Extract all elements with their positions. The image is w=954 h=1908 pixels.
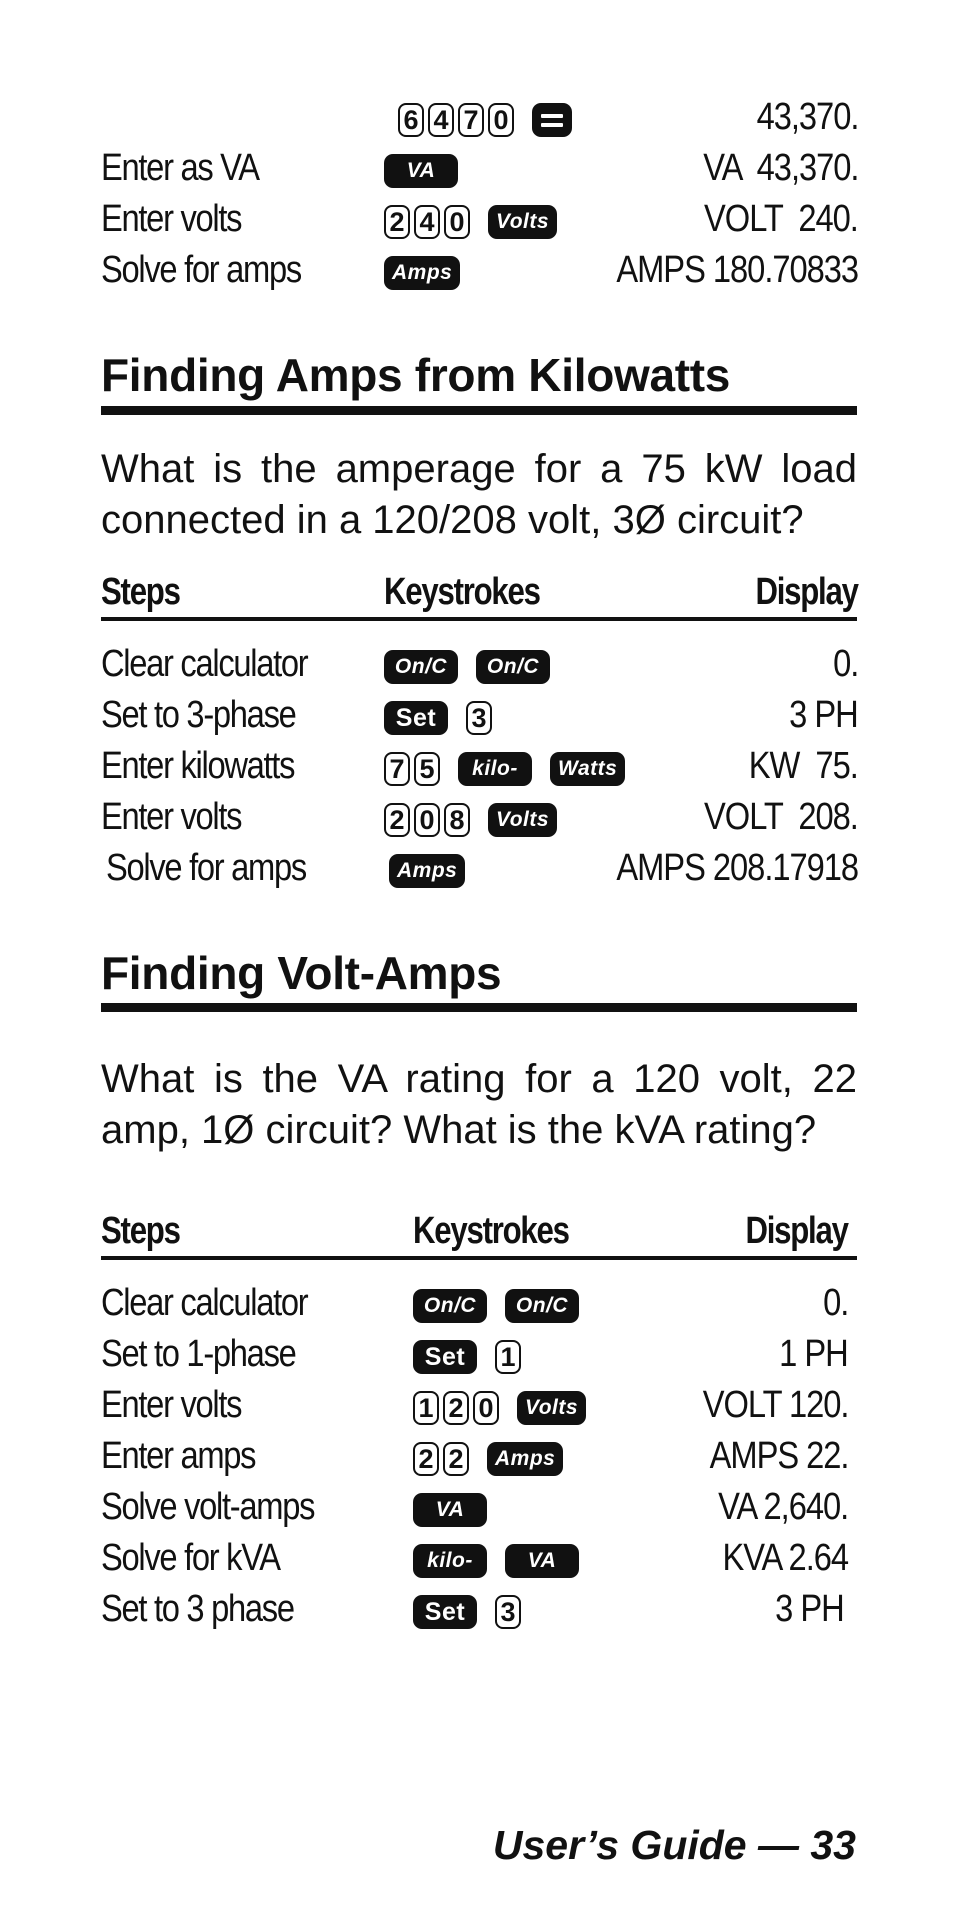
display-value: AMPS 22. — [709, 1435, 848, 1477]
key-0: 0 — [444, 205, 470, 239]
kilo-key: kilo- — [413, 1544, 487, 1578]
keystrokes — [384, 803, 557, 837]
key-0: 0 — [488, 103, 514, 137]
step-label: Enter kilowatts — [101, 745, 295, 787]
key-0: 0 — [473, 1391, 499, 1425]
step-label: Solve for kVA — [101, 1537, 280, 1579]
key-7: 7 — [458, 103, 484, 137]
va-key: VA — [413, 1493, 487, 1527]
key-0: 0 — [414, 803, 440, 837]
page-footer: User’s Guide — 33 — [492, 1822, 856, 1868]
question-text: What is the VA rating for a 120 volt, 22 amp, 1Ø circuit? What is the kVA rating? — [101, 1057, 857, 1152]
keystrokes — [384, 701, 492, 735]
display-value: AMPS 208.17918 — [616, 847, 858, 889]
key-3: 3 — [466, 701, 492, 735]
on-clear-key: On/C — [505, 1289, 579, 1323]
key-1: 1 — [413, 1391, 439, 1425]
step-label: Enter volts — [101, 198, 242, 240]
display-value: 0. — [832, 643, 858, 685]
amps-key: Amps — [384, 256, 460, 290]
step-label: Solve for amps — [101, 249, 301, 291]
section-title: Finding Amps from Kilowatts — [101, 349, 731, 401]
set-key: Set — [413, 1340, 477, 1374]
key-8: 8 — [444, 803, 470, 837]
header-steps: Steps — [101, 571, 180, 613]
section-rule — [101, 406, 857, 415]
on-clear-key: On/C — [384, 650, 458, 684]
volts-key: Volts — [488, 205, 557, 239]
keystrokes — [413, 1340, 521, 1374]
amps-key: Amps — [487, 1442, 563, 1476]
keystrokes — [413, 1493, 487, 1527]
keystrokes-6470-equals — [398, 103, 572, 137]
set-key: Set — [413, 1595, 477, 1629]
key-2: 2 — [443, 1442, 469, 1476]
keystrokes — [413, 1442, 563, 1476]
key-2: 2 — [413, 1442, 439, 1476]
display-value: 0. — [822, 1282, 848, 1324]
va-key: VA — [384, 154, 458, 188]
display-value: VOLT 208. — [704, 796, 858, 838]
keystrokes — [384, 154, 458, 188]
display-value: 1 PH — [779, 1333, 848, 1375]
step-label: Set to 3 phase — [101, 1588, 294, 1630]
key-7: 7 — [384, 752, 410, 786]
display-value: 3 PH — [775, 1588, 844, 1630]
amps-key: Amps — [389, 854, 465, 888]
step-label: Enter amps — [101, 1435, 256, 1477]
display-value: VOLT 240. — [704, 198, 858, 240]
keystrokes — [413, 1595, 521, 1629]
watts-key: Watts — [550, 752, 625, 786]
key-2: 2 — [443, 1391, 469, 1425]
step-label: Solve for amps — [106, 847, 306, 889]
header-steps: Steps — [101, 1210, 180, 1252]
key-6: 6 — [398, 103, 424, 137]
key-2: 2 — [384, 205, 410, 239]
keystrokes — [413, 1544, 579, 1578]
volts-key: Volts — [517, 1391, 586, 1425]
step-label: Set to 1-phase — [101, 1333, 296, 1375]
step-label: Enter volts — [101, 1384, 242, 1426]
equals-key-icon — [532, 103, 572, 137]
step-label: Solve volt-amps — [101, 1486, 315, 1528]
step-label: Set to 3-phase — [101, 694, 296, 736]
header-display: Display — [755, 571, 858, 613]
display-value: AMPS 180.70833 — [616, 249, 858, 291]
key-2: 2 — [384, 803, 410, 837]
table-header-rule — [101, 1256, 857, 1260]
keystrokes — [384, 752, 625, 786]
display-value: 3 PH — [789, 694, 858, 736]
keystrokes — [413, 1391, 586, 1425]
step-label: Enter as VA — [101, 147, 259, 189]
key-1: 1 — [495, 1340, 521, 1374]
keystrokes — [389, 854, 465, 888]
keystrokes — [384, 650, 550, 684]
header-display: Display — [745, 1210, 848, 1252]
key-3: 3 — [495, 1595, 521, 1629]
section-title: Finding Volt-Amps — [101, 947, 502, 999]
header-keystrokes: Keystrokes — [413, 1210, 569, 1252]
step-label: Enter volts — [101, 796, 242, 838]
on-clear-key: On/C — [413, 1289, 487, 1323]
table-header-rule — [101, 617, 857, 621]
step-label: Clear calculator — [101, 643, 308, 685]
display-value: VA 2,640. — [717, 1486, 848, 1528]
key-4: 4 — [428, 103, 454, 137]
keystrokes — [384, 256, 460, 290]
key-4: 4 — [414, 205, 440, 239]
volts-key: Volts — [488, 803, 557, 837]
display-value: VOLT 120. — [702, 1384, 848, 1426]
display-value: VA 43,370. — [702, 147, 858, 189]
display-value: KVA 2.64 — [722, 1537, 848, 1579]
keystrokes — [413, 1289, 579, 1323]
question-text: What is the amperage for a 75 kW load connected in a 120/208 volt, 3Ø circuit? — [101, 447, 857, 542]
display-value: KW 75. — [748, 745, 858, 787]
set-key: Set — [384, 701, 448, 735]
section-rule — [101, 1003, 857, 1012]
step-label: Clear calculator — [101, 1282, 308, 1324]
display-value: 43,370. — [756, 96, 858, 138]
on-clear-key: On/C — [476, 650, 550, 684]
kilo-key: kilo- — [458, 752, 532, 786]
va-key: VA — [505, 1544, 579, 1578]
header-keystrokes: Keystrokes — [384, 571, 540, 613]
key-5: 5 — [414, 752, 440, 786]
keystrokes — [384, 205, 557, 239]
